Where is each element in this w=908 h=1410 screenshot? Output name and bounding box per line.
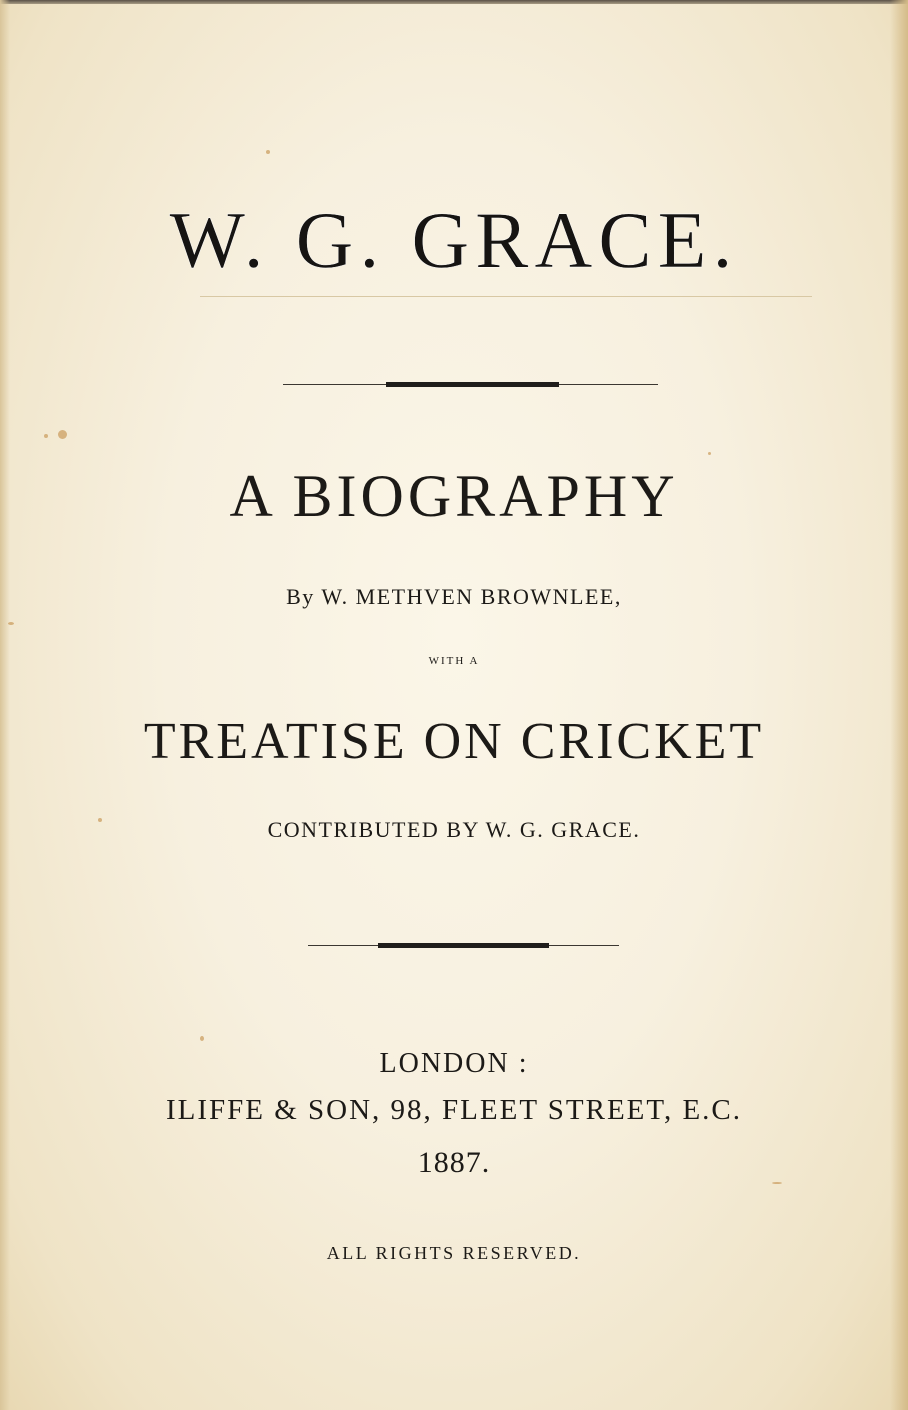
show-through bbox=[130, 665, 780, 683]
foxing-spot bbox=[772, 1182, 782, 1184]
book-title: W. G. GRACE. bbox=[169, 197, 739, 285]
foxing-spot bbox=[58, 430, 67, 439]
foxing-spot bbox=[708, 452, 711, 455]
author-byline: By W. METHVEN BROWNLEE, bbox=[286, 584, 622, 609]
book-subtitle: A BIOGRAPHY bbox=[229, 463, 679, 529]
foxing-spot bbox=[8, 622, 14, 625]
page-top-edge bbox=[0, 0, 908, 4]
imprint-publisher: ILIFFE & SON, 98, FLEET STREET, E.C. bbox=[165, 1094, 743, 1126]
contributor-line: CONTRIBUTED BY W. G. GRACE. bbox=[267, 817, 641, 842]
foxing-spot bbox=[44, 434, 48, 438]
treatise-heading: TREATISE ON CRICKET bbox=[143, 713, 765, 770]
foxing-spot bbox=[266, 150, 270, 154]
imprint-year: 1887. bbox=[417, 1146, 491, 1179]
rights-notice: ALL RIGHTS RESERVED. bbox=[326, 1243, 582, 1263]
ornamental-rule-top-bar bbox=[386, 382, 559, 387]
imprint-city: LONDON : bbox=[379, 1048, 529, 1079]
ornamental-rule-bottom-bar bbox=[378, 943, 549, 948]
foxing-spot bbox=[200, 1036, 204, 1041]
faint-rule bbox=[200, 296, 812, 297]
with-a-label: WITH A bbox=[428, 655, 480, 667]
